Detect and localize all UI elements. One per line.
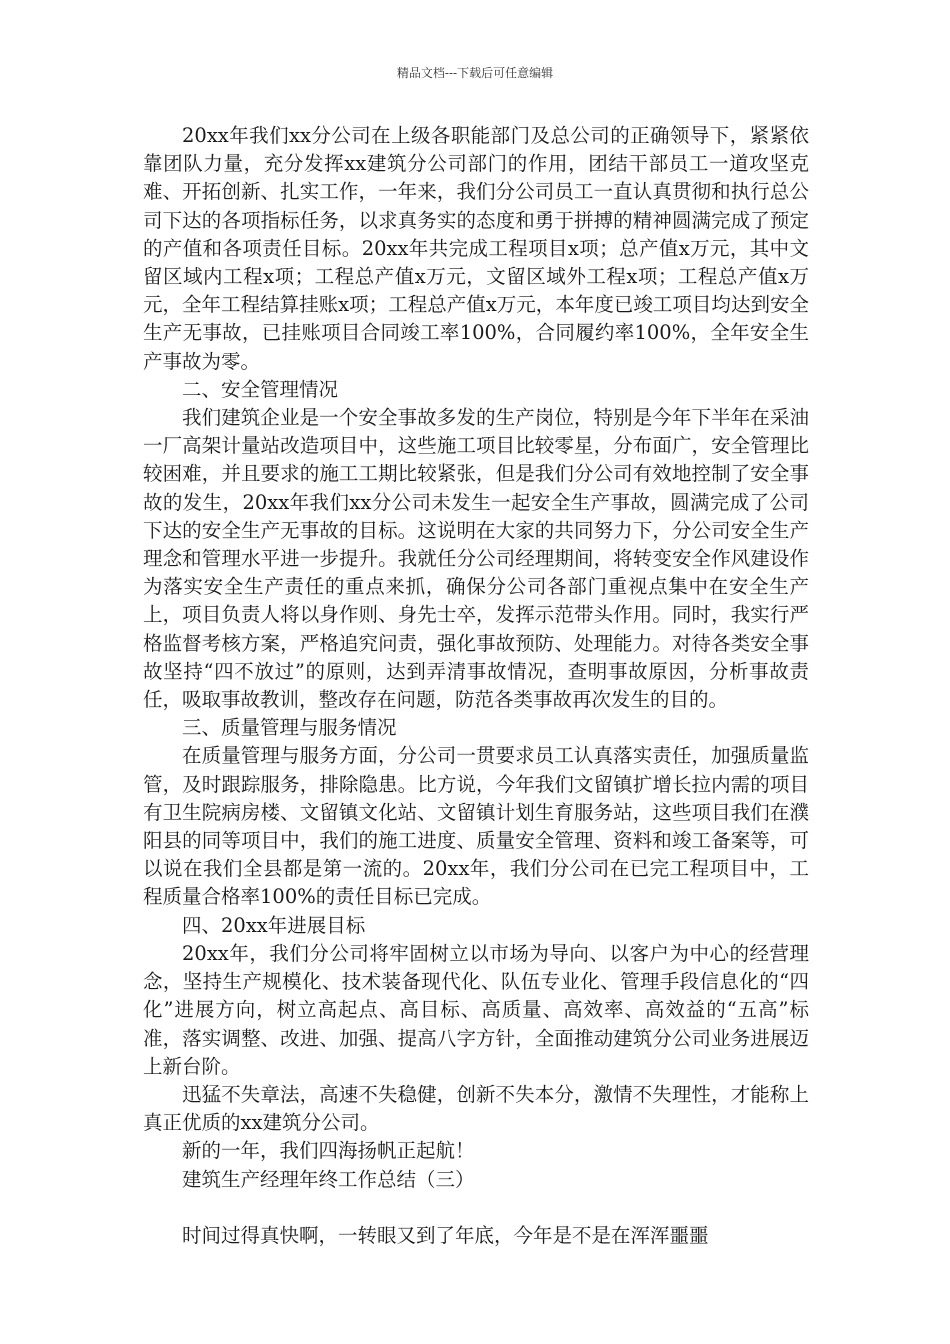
- section-heading-quality: 三、质量管理与服务情况: [182, 716, 397, 740]
- paragraph-summary: 20xx年我们xx分公司在上级各职能部门及总公司的正确领导下，紧紧依靠团队力量，充分发挥xx建筑分公司部门的作用，团结干部员工一道攻坚克难、开拓创新、扎实工作，一年来，我们分公司员工一直认真贯彻和执行总公司下达的各项指标任务，以求真务实的态度和勇于拼搏的精神圆满完成了预定的产值和各项责任目标。20xx年共完成工程项目x项；总产值x万元，其中文留区域内工程x项；工程总产值x万元，文留区域外工程x项；工程总产值x万元，全年工程结算挂账x项；工程总产值x万元，本年度已竣工项目均达到安全生产无事故，已挂账项目合同竣工率100%，合同履约率100%，全年安全生产事故为零。: [143, 124, 809, 373]
- paragraph-quality: 在质量管理与服务方面，分公司一贯要求员工认真落实责任，加强质量监管，及时跟踪服务，排除隐患。比方说，今年我们文留镇扩增长拉内需的项目有卫生院病房楼、文留镇文化站、文留镇计划生育服务站，这些项目我们在濮阳县的同等项目中，我们的施工进度、质量安全管理、资料和竣工备案等，可以说在我们全县都是第一流的。20xx年，我们分公司在已完工程项目中，工程质量合格率100%的责任目标已完成。: [143, 744, 809, 909]
- blank-line: [143, 1194, 809, 1222]
- paragraph-safety: 我们建筑企业是一个安全事故多发的生产岗位，特别是今年下半年在采油一厂高架计量站改造项目中，这些施工项目比较零星，分布面广，安全管理比较困难，并且要求的施工工期比较紧张，但是我们分公司有效地控制了安全事故的发生，20xx年我们xx分公司未发生一起安全生产事故，圆满完成了公司下达的安全生产无事故的目标。这说明在大家的共同努力下，分公司安全生产理念和管理水平进一步提升。我就任分公司经理期间，将转变安全作风建设作为落实安全生产责任的重点来抓，确保分公司各部门重视点集中在安全生产上，项目负责人将以身作则、身先士卒，发挥示范带头作用。同时，我实行严格监督考核方案，严格追究问责，强化事故预防、处理能力。对待各类安全事故坚持“四不放过”的原则，达到弄清事故情况，查明事故原因，分析事故责任，吸取事故教训，整改存在问题，防范各类事故再次发生的目的。: [143, 406, 809, 712]
- document-body: [143, 122, 809, 1250]
- paragraph-goals: 20xx年，我们分公司将牢固树立以市场为导向、以客户为中心的经营理念，坚持生产规模化、技术装备现代化、队伍专业化、管理手段信息化的“四化”进展方向，树立高起点、高目标、高质量、高效率、高效益的“五高”标准，落实调整、改进、加强、提高八字方针，全面推动建筑分公司业务进展迈上新台阶。: [143, 941, 809, 1078]
- paragraph-new-year: 新的一年，我们四海扬帆正起航！: [182, 1139, 475, 1163]
- section-heading-goals: 四、20xx年进展目标: [182, 913, 366, 937]
- page-header: 精品文档---下载后可任意编辑: [396, 66, 554, 80]
- section-heading-safety: 二、安全管理情况: [182, 377, 339, 401]
- paragraph-motto: 迅猛不失章法，高速不失稳健，创新不失本分，激情不失理性，才能称上真正优质的xx建筑分公司。: [143, 1082, 809, 1135]
- document-title-part-three: 建筑生产经理年终工作总结（三）: [182, 1167, 475, 1191]
- paragraph-opening: 时间过得真快啊，一转眼又到了年底，今年是不是在浑浑噩噩: [182, 1223, 709, 1247]
